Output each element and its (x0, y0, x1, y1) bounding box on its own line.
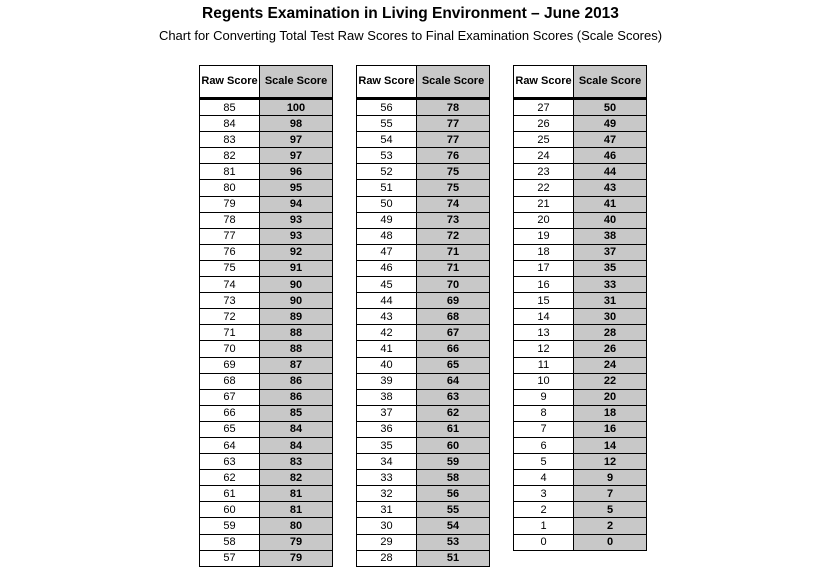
scale-score-cell: 62 (417, 405, 490, 421)
table-row (357, 309, 490, 325)
scale-score-cell: 16 (574, 421, 647, 437)
raw-score-cell: 53 (357, 148, 417, 164)
scale-score-cell: 96 (260, 164, 333, 180)
raw-score-cell: 54 (357, 132, 417, 148)
scale-score-cell: 75 (417, 164, 490, 180)
table-row (514, 421, 647, 437)
table-row (200, 260, 333, 276)
scale-score-cell: 72 (417, 228, 490, 244)
raw-score-cell: 49 (357, 212, 417, 228)
scale-score-cell: 63 (417, 389, 490, 405)
raw-score-cell: 19 (514, 228, 574, 244)
scale-score-cell: 75 (417, 180, 490, 196)
table-row (357, 212, 490, 228)
scale-score-cell: 49 (574, 116, 647, 132)
table-row (200, 341, 333, 357)
table-row (514, 470, 647, 486)
scale-score-cell: 24 (574, 357, 647, 373)
scale-score-cell: 85 (260, 405, 333, 421)
raw-score-cell: 76 (200, 244, 260, 260)
scale-score-cell: 20 (574, 389, 647, 405)
raw-score-cell: 75 (200, 260, 260, 276)
raw-score-cell: 62 (200, 470, 260, 486)
raw-score-cell: 31 (357, 502, 417, 518)
raw-score-cell: 23 (514, 164, 574, 180)
raw-score-cell: 64 (200, 437, 260, 453)
raw-score-cell: 66 (200, 405, 260, 421)
scale-score-cell: 14 (574, 437, 647, 453)
table-row (200, 421, 333, 437)
table-row (357, 196, 490, 212)
table-row (514, 228, 647, 244)
scale-score-cell: 68 (417, 309, 490, 325)
scale-score-cell: 65 (417, 357, 490, 373)
raw-score-cell: 0 (514, 534, 574, 550)
table-row (357, 518, 490, 534)
scale-score-cell: 97 (260, 132, 333, 148)
raw-score-cell: 83 (200, 132, 260, 148)
scale-score-cell: 22 (574, 373, 647, 389)
raw-score-cell: 18 (514, 244, 574, 260)
table-row (357, 550, 490, 566)
table-row (200, 212, 333, 228)
scale-score-cell: 7 (574, 486, 647, 502)
scale-score-cell: 87 (260, 357, 333, 373)
scale-score-cell: 74 (417, 196, 490, 212)
table-row (514, 309, 647, 325)
table-row (357, 325, 490, 341)
raw-score-cell: 36 (357, 421, 417, 437)
scale-score-cell: 82 (260, 470, 333, 486)
scale-score-cell: 18 (574, 405, 647, 421)
raw-score-cell: 72 (200, 309, 260, 325)
raw-score-cell: 2 (514, 502, 574, 518)
raw-score-cell: 43 (357, 309, 417, 325)
scale-score-cell: 90 (260, 293, 333, 309)
raw-score-cell: 10 (514, 373, 574, 389)
scale-score-cell: 100 (260, 99, 333, 116)
raw-score-cell: 15 (514, 293, 574, 309)
scale-score-cell: 77 (417, 132, 490, 148)
table-row (357, 180, 490, 196)
scale-score-cell: 91 (260, 260, 333, 276)
table-row (200, 244, 333, 260)
scale-score-cell: 67 (417, 325, 490, 341)
raw-score-cell: 41 (357, 341, 417, 357)
table-row (357, 148, 490, 164)
scale-score-cell: 56 (417, 486, 490, 502)
scale-score-cell: 98 (260, 116, 333, 132)
raw-score-cell: 21 (514, 196, 574, 212)
raw-score-cell: 30 (357, 518, 417, 534)
table-row (357, 293, 490, 309)
raw-score-cell: 1 (514, 518, 574, 534)
scale-score-cell: 71 (417, 244, 490, 260)
raw-score-cell: 68 (200, 373, 260, 389)
table-row (200, 357, 333, 373)
table-row (200, 148, 333, 164)
scale-score-cell: 88 (260, 341, 333, 357)
scale-score-cell: 94 (260, 196, 333, 212)
raw-score-cell: 3 (514, 486, 574, 502)
table-row (514, 486, 647, 502)
scale-score-cell: 58 (417, 470, 490, 486)
raw-score-cell: 63 (200, 454, 260, 470)
table-row (514, 99, 647, 116)
table-row (357, 228, 490, 244)
table-row (357, 437, 490, 453)
raw-score-cell: 52 (357, 164, 417, 180)
table-row (514, 405, 647, 421)
scale-score-cell: 33 (574, 277, 647, 293)
raw-score-cell: 39 (357, 373, 417, 389)
scale-score-cell: 79 (260, 534, 333, 550)
raw-score-cell: 26 (514, 116, 574, 132)
raw-score-cell: 35 (357, 437, 417, 453)
scale-score-cell: 53 (417, 534, 490, 550)
scale-score-cell: 97 (260, 148, 333, 164)
table-row (200, 309, 333, 325)
scale-score-cell: 89 (260, 309, 333, 325)
page-subtitle: Chart for Converting Total Test Raw Scores to Final Examination Scores (Scale Scores) (158, 28, 663, 43)
raw-score-cell: 57 (200, 550, 260, 566)
table-row (357, 389, 490, 405)
raw-score-cell: 78 (200, 212, 260, 228)
scale-score-cell: 79 (260, 550, 333, 566)
table-row (357, 486, 490, 502)
raw-score-cell: 32 (357, 486, 417, 502)
table-row (514, 116, 647, 132)
table-row (357, 341, 490, 357)
table-row (200, 325, 333, 341)
raw-score-header: Raw Score (357, 66, 417, 99)
raw-score-cell: 55 (357, 116, 417, 132)
scale-score-cell: 86 (260, 373, 333, 389)
scale-score-cell: 81 (260, 502, 333, 518)
scale-score-cell: 46 (574, 148, 647, 164)
raw-score-cell: 14 (514, 309, 574, 325)
scale-score-cell: 93 (260, 212, 333, 228)
raw-score-cell: 80 (200, 180, 260, 196)
scale-score-cell: 84 (260, 437, 333, 453)
raw-score-cell: 5 (514, 454, 574, 470)
table-row (200, 534, 333, 550)
scale-score-cell: 73 (417, 212, 490, 228)
raw-score-cell: 8 (514, 405, 574, 421)
raw-score-cell: 40 (357, 357, 417, 373)
raw-score-cell: 61 (200, 486, 260, 502)
raw-score-cell: 70 (200, 341, 260, 357)
raw-score-cell: 29 (357, 534, 417, 550)
scale-score-cell: 2 (574, 518, 647, 534)
table-row (357, 405, 490, 421)
scale-score-cell: 51 (417, 550, 490, 566)
scale-score-cell: 37 (574, 244, 647, 260)
raw-score-cell: 44 (357, 293, 417, 309)
table-row (514, 357, 647, 373)
scale-score-cell: 90 (260, 277, 333, 293)
table-row (200, 196, 333, 212)
table-row (357, 116, 490, 132)
raw-score-cell: 67 (200, 389, 260, 405)
scale-score-cell: 78 (417, 99, 490, 116)
table-row (200, 293, 333, 309)
raw-score-cell: 59 (200, 518, 260, 534)
table-row (514, 341, 647, 357)
raw-score-cell: 12 (514, 341, 574, 357)
table-row (514, 148, 647, 164)
table-row (200, 405, 333, 421)
scale-score-cell: 86 (260, 389, 333, 405)
scale-score-cell: 30 (574, 309, 647, 325)
raw-score-cell: 42 (357, 325, 417, 341)
table-row (514, 373, 647, 389)
raw-score-cell: 81 (200, 164, 260, 180)
table-row (514, 293, 647, 309)
scale-score-cell: 28 (574, 325, 647, 341)
raw-score-cell: 82 (200, 148, 260, 164)
raw-score-cell: 27 (514, 99, 574, 116)
scale-score-cell: 61 (417, 421, 490, 437)
raw-score-cell: 58 (200, 534, 260, 550)
raw-score-cell: 84 (200, 116, 260, 132)
table-row (357, 470, 490, 486)
scale-score-cell: 80 (260, 518, 333, 534)
table-row (200, 180, 333, 196)
table-row (514, 437, 647, 453)
table-row (357, 260, 490, 276)
table-row (514, 196, 647, 212)
scale-score-cell: 54 (417, 518, 490, 534)
scale-score-cell: 0 (574, 534, 647, 550)
scale-score-cell: 5 (574, 502, 647, 518)
raw-score-cell: 74 (200, 277, 260, 293)
scale-score-cell: 70 (417, 277, 490, 293)
table-row (200, 454, 333, 470)
table-row (357, 132, 490, 148)
table-row (200, 132, 333, 148)
table-row (357, 164, 490, 180)
table-row (200, 116, 333, 132)
table-row (200, 164, 333, 180)
table-row (514, 277, 647, 293)
scale-score-cell: 38 (574, 228, 647, 244)
scale-score-cell: 60 (417, 437, 490, 453)
raw-score-cell: 69 (200, 357, 260, 373)
raw-score-cell: 25 (514, 132, 574, 148)
table-row (200, 99, 333, 116)
raw-score-cell: 13 (514, 325, 574, 341)
raw-score-cell: 24 (514, 148, 574, 164)
scale-score-cell: 12 (574, 454, 647, 470)
raw-score-cell: 20 (514, 212, 574, 228)
raw-score-cell: 56 (357, 99, 417, 116)
raw-score-cell: 17 (514, 260, 574, 276)
table-row (514, 389, 647, 405)
raw-score-header: Raw Score (200, 66, 260, 99)
scale-score-cell: 71 (417, 260, 490, 276)
raw-score-cell: 16 (514, 277, 574, 293)
table-row (357, 277, 490, 293)
raw-score-cell: 77 (200, 228, 260, 244)
table-row (200, 277, 333, 293)
table-row (200, 228, 333, 244)
scale-score-cell: 9 (574, 470, 647, 486)
raw-score-cell: 71 (200, 325, 260, 341)
raw-score-cell: 4 (514, 470, 574, 486)
table-row (357, 454, 490, 470)
table-row (514, 518, 647, 534)
table-row (514, 325, 647, 341)
table-row (200, 470, 333, 486)
scale-score-cell: 69 (417, 293, 490, 309)
table-row (357, 502, 490, 518)
table-row (200, 437, 333, 453)
scale-score-header: Scale Score (417, 66, 490, 99)
raw-score-cell: 79 (200, 196, 260, 212)
raw-score-cell: 50 (357, 196, 417, 212)
raw-score-cell: 85 (200, 99, 260, 116)
table-row (200, 389, 333, 405)
raw-score-cell: 9 (514, 389, 574, 405)
scale-score-cell: 47 (574, 132, 647, 148)
raw-score-cell: 47 (357, 244, 417, 260)
scale-score-cell: 84 (260, 421, 333, 437)
table-row (357, 357, 490, 373)
table-row (514, 534, 647, 550)
table-row (514, 164, 647, 180)
scale-score-cell: 40 (574, 212, 647, 228)
raw-score-cell: 37 (357, 405, 417, 421)
table-row (357, 421, 490, 437)
table-row (357, 244, 490, 260)
raw-score-cell: 6 (514, 437, 574, 453)
table-row (357, 99, 490, 116)
scale-score-cell: 93 (260, 228, 333, 244)
scale-score-cell: 81 (260, 486, 333, 502)
table-row (200, 502, 333, 518)
raw-score-cell: 7 (514, 421, 574, 437)
scale-score-cell: 31 (574, 293, 647, 309)
table-row (514, 260, 647, 276)
raw-score-cell: 48 (357, 228, 417, 244)
table-row (357, 534, 490, 550)
table-row (514, 502, 647, 518)
scale-score-cell: 92 (260, 244, 333, 260)
table-row (200, 486, 333, 502)
conversion-table-1 (199, 65, 333, 567)
table-row (514, 244, 647, 260)
raw-score-cell: 60 (200, 502, 260, 518)
raw-score-cell: 51 (357, 180, 417, 196)
scale-score-cell: 95 (260, 180, 333, 196)
scale-score-cell: 26 (574, 341, 647, 357)
scale-score-cell: 43 (574, 180, 647, 196)
raw-score-cell: 33 (357, 470, 417, 486)
scale-score-cell: 50 (574, 99, 647, 116)
table-row (200, 518, 333, 534)
raw-score-cell: 38 (357, 389, 417, 405)
table-row (514, 132, 647, 148)
scale-score-cell: 55 (417, 502, 490, 518)
table-row (514, 212, 647, 228)
table-row (514, 180, 647, 196)
page-title: Regents Examination in Living Environment – June 2013 (202, 5, 619, 22)
conversion-table-3 (513, 65, 647, 551)
scale-score-cell: 44 (574, 164, 647, 180)
raw-score-cell: 45 (357, 277, 417, 293)
raw-score-cell: 65 (200, 421, 260, 437)
raw-score-cell: 46 (357, 260, 417, 276)
table-row (357, 373, 490, 389)
raw-score-cell: 34 (357, 454, 417, 470)
scale-score-cell: 64 (417, 373, 490, 389)
scale-score-cell: 76 (417, 148, 490, 164)
scale-score-cell: 77 (417, 116, 490, 132)
scale-score-header: Scale Score (260, 66, 333, 99)
scale-score-cell: 66 (417, 341, 490, 357)
scale-score-cell: 59 (417, 454, 490, 470)
raw-score-cell: 22 (514, 180, 574, 196)
table-row (200, 373, 333, 389)
raw-score-cell: 73 (200, 293, 260, 309)
scale-score-header: Scale Score (574, 66, 647, 99)
table-row (514, 454, 647, 470)
scale-score-cell: 41 (574, 196, 647, 212)
scale-score-cell: 35 (574, 260, 647, 276)
raw-score-header: Raw Score (514, 66, 574, 99)
scale-score-cell: 88 (260, 325, 333, 341)
raw-score-cell: 28 (357, 550, 417, 566)
raw-score-cell: 11 (514, 357, 574, 373)
conversion-table-2 (356, 65, 490, 567)
table-row (200, 550, 333, 566)
scale-score-cell: 83 (260, 454, 333, 470)
